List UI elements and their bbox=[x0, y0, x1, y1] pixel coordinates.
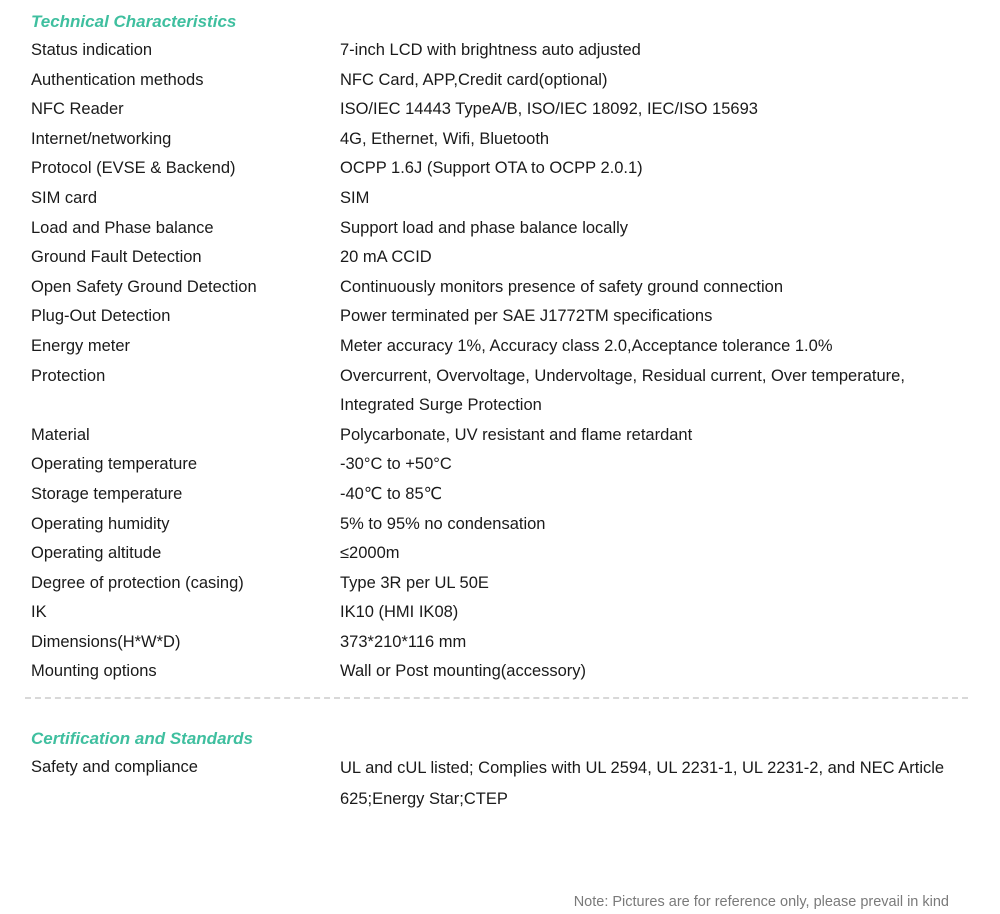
spec-value: Polycarbonate, UV resistant and flame retardant bbox=[340, 425, 693, 444]
spec-label: IK bbox=[31, 603, 47, 622]
spec-value: Type 3R per UL 50E bbox=[340, 573, 489, 592]
certification-spec-table bbox=[31, 753, 971, 814]
spec-label: Degree of protection (casing) bbox=[31, 573, 244, 592]
spec-value: Meter accuracy 1%, Accuracy class 2.0,Acceptance tolerance 1.0% bbox=[340, 336, 833, 355]
spec-label: Operating temperature bbox=[31, 455, 198, 474]
spec-row-ground-fault-detection bbox=[31, 243, 971, 273]
spec-label: Status indication bbox=[31, 41, 153, 59]
spec-label: Open Safety Ground Detection bbox=[31, 277, 257, 296]
spec-row-safety-compliance bbox=[31, 753, 971, 814]
spec-label: Operating humidity bbox=[31, 514, 170, 533]
spec-value: Continuously monitors presence of safety ground connection bbox=[340, 277, 784, 296]
spec-row-internet-networking bbox=[31, 125, 971, 155]
spec-label: Operating altitude bbox=[31, 544, 162, 563]
spec-value: 373*210*116 mm bbox=[340, 632, 467, 651]
spec-label: Material bbox=[31, 425, 90, 444]
footnote: Note: Pictures are for reference only, please prevail in kind bbox=[573, 894, 949, 910]
spec-row-status-indication bbox=[31, 36, 971, 66]
spec-value: Wall or Post mounting(accessory) bbox=[340, 662, 587, 681]
spec-row-protocol bbox=[31, 154, 971, 184]
spec-value: 20 mA CCID bbox=[340, 248, 432, 267]
spec-value: NFC Card, APP,Credit card(optional) bbox=[340, 70, 608, 89]
spec-row-authentication-methods bbox=[31, 66, 971, 96]
spec-value: ≤2000m bbox=[340, 544, 400, 563]
spec-label: Ground Fault Detection bbox=[31, 248, 202, 267]
spec-row-operating-altitude bbox=[31, 539, 971, 569]
spec-value: 4G, Ethernet, Wifi, Bluetooth bbox=[340, 129, 550, 148]
spec-label: Safety and compliance bbox=[31, 758, 198, 776]
spec-label: Protection bbox=[31, 366, 106, 385]
spec-value: Power terminated per SAE J1772TM specifications bbox=[340, 307, 713, 326]
spec-label: Plug-Out Detection bbox=[31, 307, 171, 326]
spec-value: 5% to 95% no condensation bbox=[340, 514, 546, 533]
spec-row-nfc-reader bbox=[31, 95, 971, 125]
spec-label: Authentication methods bbox=[31, 70, 204, 89]
spec-row-open-safety-ground bbox=[31, 273, 971, 303]
spec-value: SIM bbox=[340, 188, 370, 207]
spec-value: UL and cUL listed; Complies with UL 2594, UL 2231-1, UL 2231-2, and NEC Article 625;Energy Star;CTEP bbox=[340, 759, 945, 808]
spec-row-plug-out-detection bbox=[31, 302, 971, 332]
spec-row-mounting-options bbox=[31, 657, 971, 687]
spec-label: Internet/networking bbox=[31, 129, 172, 148]
section-divider bbox=[25, 697, 968, 699]
spec-row-protection bbox=[31, 362, 971, 421]
spec-label: Dimensions(H*W*D) bbox=[31, 632, 181, 651]
spec-label: NFC Reader bbox=[31, 100, 124, 119]
spec-value: OCPP 1.6J (Support OTA to OCPP 2.0.1) bbox=[340, 159, 643, 178]
spec-label: Energy meter bbox=[31, 336, 131, 355]
spec-row-degree-of-protection bbox=[31, 569, 971, 599]
spec-value: Overcurrent, Overvoltage, Undervoltage, Residual current, Over temperature, Integrated Surge Protection bbox=[340, 366, 905, 415]
spec-value: Support load and phase balance locally bbox=[340, 218, 629, 237]
technical-spec-table bbox=[31, 36, 971, 687]
spec-row-ik bbox=[31, 598, 971, 628]
spec-label: Storage temperature bbox=[31, 484, 183, 503]
spec-value: -40℃ to 85℃ bbox=[340, 484, 443, 503]
spec-label: SIM card bbox=[31, 188, 98, 207]
spec-value: ISO/IEC 14443 TypeA/B, ISO/IEC 18092, IEC/ISO 15693 bbox=[340, 100, 758, 119]
spec-label: Load and Phase balance bbox=[31, 218, 214, 237]
spec-row-load-phase-balance bbox=[31, 214, 971, 244]
spec-label: Protocol (EVSE & Backend) bbox=[31, 159, 236, 178]
certification-section-title: Certification and Standards bbox=[31, 729, 253, 748]
spec-row-energy-meter bbox=[31, 332, 971, 362]
spec-value: 7-inch LCD with brightness auto adjusted bbox=[340, 41, 641, 59]
spec-row-material bbox=[31, 421, 971, 451]
spec-label: Mounting options bbox=[31, 662, 157, 681]
spec-value: -30°C to +50°C bbox=[340, 455, 452, 474]
spec-row-storage-temperature bbox=[31, 480, 971, 510]
spec-row-operating-temperature bbox=[31, 450, 971, 480]
spec-value: IK10 (HMI IK08) bbox=[340, 603, 459, 622]
spec-row-dimensions bbox=[31, 628, 971, 658]
spec-row-sim-card bbox=[31, 184, 971, 214]
spec-row-operating-humidity bbox=[31, 510, 971, 540]
technical-section-title: Technical Characteristics bbox=[31, 12, 237, 31]
